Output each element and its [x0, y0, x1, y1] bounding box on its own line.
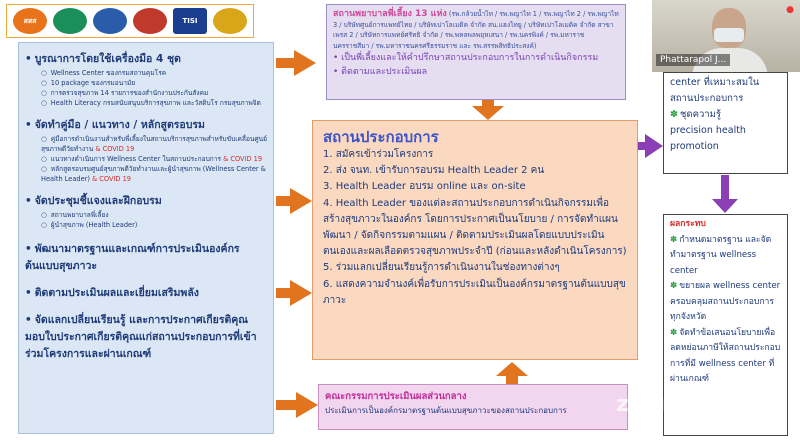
flower-bullet-icon: ✽ — [670, 281, 678, 291]
mic-muted-icon: ● — [786, 5, 794, 15]
left-heading-1: • บูรณาการโดยใช้เครื่องมือ 4 ชุด — [25, 50, 267, 67]
left-heading-2: • จัดทำคู่มือ / แนวทาง / หลักสูตรอบรม — [25, 116, 267, 133]
zoom-watermark: zoom — [616, 392, 686, 417]
establishment-item: 1. สมัครเข้าร่วมโครงการ — [323, 149, 434, 160]
establishment-box — [312, 120, 638, 360]
impact-title: ผลกระทบ — [670, 219, 706, 229]
logo-department-icon — [93, 8, 127, 34]
central-committee-box — [318, 384, 628, 430]
arrow-down-icon — [472, 106, 504, 120]
participant-video-tile[interactable] — [652, 0, 800, 72]
establishment-title: สถานประกอบการ — [323, 128, 439, 146]
arrow-right-icon — [290, 188, 312, 214]
impact-bullet: ✽ กำหนดมาตรฐาน และจัดทำมาตรฐาน wellness center — [670, 234, 772, 276]
left-heading-5: • ติดตามประเมินผลและเยี่ยมเสริมพลัง — [25, 284, 267, 301]
arrow-up-icon — [496, 362, 528, 376]
arrow-right-icon — [290, 280, 312, 306]
left-heading-4: • พัฒนามาตรฐานและเกณฑ์การประเมินองค์กรต้นแบบสุขภาวะ — [25, 240, 267, 274]
participant-mask — [714, 28, 744, 42]
establishment-item: 3. Health Leader อบรม online และ on-site — [323, 181, 526, 193]
arrow-stem — [721, 175, 729, 201]
mentor-bullet-1: • เป็นพี่เลี้ยงและให้คำปรึกษาสถานประกอบการในการดำเนินกิจกรรม — [333, 53, 599, 63]
right-top-line: center ที่เหมาะสมใน — [670, 77, 760, 88]
right-top-line: สถานประกอบการ — [670, 93, 744, 104]
mentor-bullet-2: • ติดตามและประเมินผล — [333, 67, 428, 77]
establishment-item: 4. Health Leader ของแต่ละสถานประกอบการดำเนินกิจกรรมเพื่อสร้างสุขภาวะในองค์กร โดยการประกาศเป็นนโยบาย / การจัดทำแผนพัฒนา / จัดกิจกรรมตามแผน / ติดตามประเมินผลโดยแบบประเมินตนเองและผลเลือดตรวจสุขภาพประจำปี (ก่อนและหลังดำเนินโครงการ) — [323, 197, 627, 258]
mentor-hospitals-list: (รพ.กล้วยน้ำไท / รพ.พญาไท 1 / รพ.พญาไท 2 / รพ.พญาไท 3 / บริษัทศูนย์การแพทย์ไทย / บริษัทเปาโลเมดิค จำกัด สน.แฮงไทยู / บริษัทเปาโลเมดิค จำกัด สาขาเพรส 2 / บริษัทการแพทย์ศรัทธิ จำกัด / รพ.พหลพลพยุหเสนา / รพ.นครพิงค์ / รพ.มหาราชนครราชสีมา / รพ.มหาราชนครศรีธรรมราช และ รพ.สรรพสิทธิประสงค์) — [333, 10, 619, 50]
establishment-item: 5. ร่วมแลกเปลี่ยนเรียนรู้การดำเนินงานในช่องทางต่างๆ — [323, 262, 560, 274]
left-item: ○ หลักสูตรอบรมศูนย์สุขภาพดีวัยทำงานและผู้นำสุขภาพ (Wellness Center & Health Leader) & COVID 19 — [41, 164, 267, 184]
central-committee-title: คณะกรรมการประเมินผลส่วนกลาง — [325, 391, 467, 402]
logo-ministry-icon — [53, 8, 87, 34]
logo-tisi-icon: TISI — [173, 8, 207, 34]
flower-bullet-icon: ✽ — [670, 327, 678, 338]
left-item: ○ แนวทางดำเนินการ Wellness Center ในสถานประกอบการ & COVID 19 — [41, 154, 267, 164]
left-item: ○ คู่มือการดำเนินงานสำหรับพี่เลี้ยงในสถานบริการสุขภาพสำหรับขับเคลื่อนศูนย์สุขภาพดีวัยทำงาน & COVID 19 — [41, 134, 267, 154]
logo-agency-icon — [133, 8, 167, 34]
arrow-stem — [276, 58, 296, 68]
left-item: ○ สถานพยาบาลพี่เลี้ยง — [41, 210, 267, 220]
arrow-stem — [276, 400, 298, 410]
impact-bullet: ✽ จัดทำข้อเสนอนโยบายเพื่อลดหย่อนภาษีให้สถานประกอบการที่มี wellness center ที่ผ่านเกณฑ์ — [670, 327, 781, 384]
flower-bullet-icon: ✽ — [670, 234, 678, 245]
impact-bullet: ✽ ขยายผล wellness center ครอบคลุมสถานประกอบการทุกจังหวัด — [670, 281, 781, 322]
arrow-stem — [506, 375, 518, 384]
mentor-hospitals-box — [326, 4, 626, 100]
arrow-right-icon — [296, 392, 318, 418]
left-heading-3: • จัดประชุมชี้แจงและฝึกอบรม — [25, 192, 267, 209]
left-panel — [18, 42, 274, 434]
left-heading-6: • จัดแลกเปลี่ยนเรียนรู้ และการประกาศเกียรติคุณมอบใบประกาศเกียรติคุณแก่สถานประกอบการที่เข้าร่วมโครงการและผ่านเกณฑ์ — [25, 311, 267, 362]
flower-bullet-icon: ✽ — [670, 109, 678, 120]
central-committee-text: ประเมินการเป็นองค์กรมาตรฐานต้นแบบสุขภาวะของสถานประกอบการ — [325, 406, 567, 415]
right-top-line: promotion — [670, 141, 719, 152]
establishment-item: 2. ส่ง จนท. เข้ารับการอบรม Health Leader 2 คน — [323, 165, 545, 177]
logo-triangle-icon — [213, 8, 247, 34]
right-top-bullet: ✽ ชุดความรู้ — [670, 109, 721, 120]
left-item: ○ ผู้นำสุขภาพ (Health Leader) — [41, 220, 267, 230]
left-item: ○ 10 package ของกรมอนามัย — [41, 78, 267, 88]
left-item: ○ Wellness Center ของกรมสถานคุมโรค — [41, 68, 267, 78]
arrow-right-icon — [294, 50, 316, 76]
left-item: ○ การตรวจสุขภาพ 14 รายการของสำนักงานประกันสังคม — [41, 88, 267, 98]
mentor-hospitals-title: สถานพยาบาลพี่เลี้ยง 13 แห่ง — [333, 9, 447, 19]
establishment-item: 6. แสดงความจำนงค์เพื่อรับการประเมินเป็นองค์กรมาตรฐานต้นแบบสุขภาวะ — [323, 278, 626, 306]
left-item: ○ Health Literacy กรมสนับสนุนบริการสุขภาพ และวัสดิบโร กรมสุขภาพจิต — [41, 98, 267, 108]
right-top-box — [663, 72, 788, 174]
participant-name: Phattarapol J... — [656, 54, 730, 66]
arrow-right-purple-icon — [645, 134, 663, 158]
right-top-line: precision health — [670, 125, 746, 136]
logo-thaihealth-icon: สสส — [13, 8, 47, 34]
arrow-down-purple-icon — [712, 199, 738, 213]
logo-strip — [6, 4, 254, 38]
